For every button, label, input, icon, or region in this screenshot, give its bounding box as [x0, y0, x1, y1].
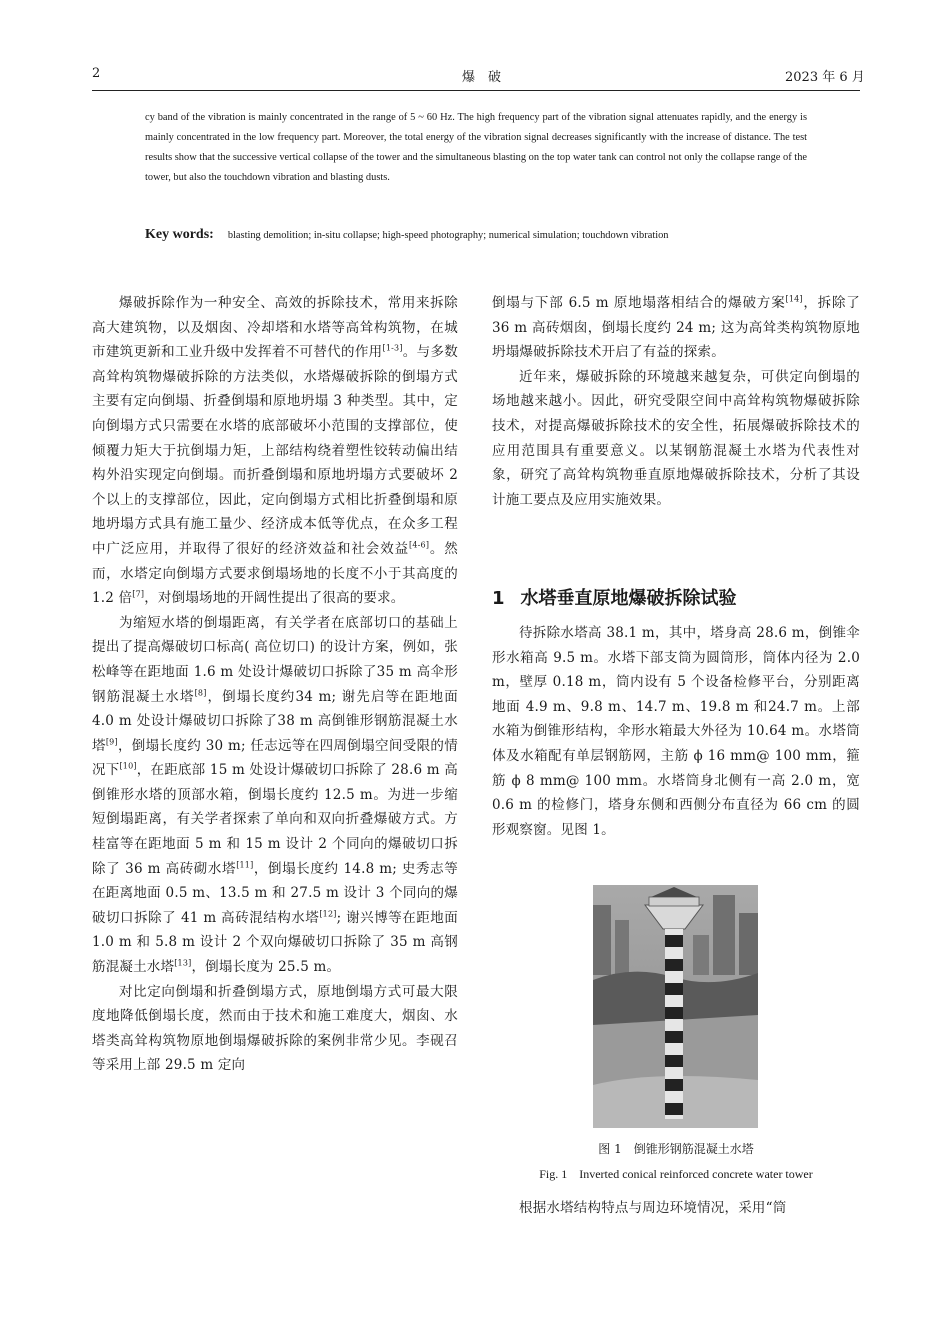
intro-paragraph-4: 近年来，爆破拆除的环境越来越复杂，可供定向倒塌的场地越来越小。因此，研究受限空间中高耸构筑物爆破拆除技术，对提高爆破拆除技术的安全性，拓展爆破拆除技术的应用范围具有重要意义。以某钢筋混凝土水塔为代表性对象，研究了高耸构筑物垂直原地爆破拆除技术，分析了其设计施工要点及应用实施效果。 [492, 368, 860, 508]
header-rule [92, 90, 860, 91]
figure-1-caption-en: Fig. 1 Inverted conical reinforced concrete water tower [539, 1167, 813, 1181]
issue-date: 2023 年 6 月 [785, 70, 865, 85]
citation[interactable]: [8] [194, 688, 207, 697]
intro-paragraph-2: 为缩短水塔的倒塌距离，有关学者在底部切口的基础上提出了提高爆破切口标高( 高位切口) 的设计方案，例如，张松峰等在距地面 1.6 m 处设计爆破切口拆除了35 m 高伞形钢筋混凝土水塔[8]，倒塌长度约34 m; 谢先启等在距地面 4.0 m 处设计爆破切口拆除了38 m 高倒锥形钢筋混凝土水塔[9]，倒塌长度约 30 m; 任志远等在四周倒塌空间受限的情况下[10]，在距底部 15 m 处设计爆破切口拆除了 28.6 m 高倒锥形水塔的顶部水箱，倒塌长度约 12.5 m。为进一步缩短倒塌距离，有关学者探索了单向和双向折叠爆破方式。方桂富等在距地面 5 m 和 15 m 设计 2 个同向的爆破切口拆除了 36 m 高砖砌水塔[11]，倒塌长度约 14.8 m; 史秀志等在距离地面 0.5 m、13.5 m 和 27.5 m 设计 3 个同向的爆破切口拆除了 41 m 高砖混结构水塔[12]; 谢兴博等在距地面 1.0 m 和 5.8 m 设计 2 个双向爆破切口拆除了 35 m 高钢筋混凝土水塔[13]，倒塌长度为 25.5 m。 [92, 614, 459, 976]
right-column-section [492, 621, 860, 842]
intro-paragraph-3: 对比定向倒塌和折叠倒塌方式，原地倒塌方式可最大限度地降低倒塌长度，然而由于技术和施工难度大，烟囱、水塔类高耸构筑物原地倒塌爆破拆除的案例非常少见。李砚召等采用上部 29.5 m 定向 [92, 983, 458, 1074]
page-number: 2 [92, 66, 101, 81]
citation[interactable]: [11] [236, 860, 254, 870]
left-column [92, 291, 458, 1078]
citation[interactable]: [7] [132, 589, 145, 599]
abstract-english: cy band of the vibration is mainly concentrated in the range of 5 ~ 60 Hz. The high frequency part of the vibration signal attenuates rapidly, and the energy is mainly concentrated in the low frequency part. Moreover, the total energy of the vibration signal decreases significantly with the increase of distance. The test results show that the successive vertical collapse of the tower and the simultaneous blasting on the top water tank can control not only the collapse range of the tower, but also the touchdown vibration and blasting dusts. [145, 112, 807, 183]
keywords-text: blasting demolition; in-situ collapse; high-speed photography; numerical simulation; touchdown vibration [227, 230, 669, 241]
figure-1-caption-cn: 图 1 倒锥形钢筋混凝土水塔 [598, 1142, 754, 1156]
section-paragraph-1: 待拆除水塔高 38.1 m，其中，塔身高 28.6 m，倒锥伞形水箱高 9.5 m。水塔下部支筒为圆筒形，筒体内径为 2.0 m，壁厚 0.18 m，筒内设有 5 个设备检修平台，分别距离地面 4.9 m、9.8 m、14.7 m、19.8 m 和24.7 m。上部水箱为倒锥形结构，伞形水箱最大外径为 10.64 m。水塔筒体及水箱配有单层钢筋网，主筋 ϕ 16 mm@ 100 mm，箍筋 ϕ 8 mm@ 100 mm。水塔筒身北侧有一高 2.0 m，宽 0.6 m 的检修门，塔身东侧和西侧分布直径为 66 cm 的圆形观察窗。见图 1。 [492, 625, 860, 838]
citation[interactable]: [12] [319, 909, 337, 919]
intro-paragraph-3-continued: 倒塌与下部 6.5 m 原地塌落相结合的爆破方案[14]，拆除了 36 m 高砖烟囱，倒塌长度约 24 m; 这为高耸类构筑物原地坍塌爆破拆除技术开启了有益的探索。 [492, 294, 860, 361]
section-number: 1 [492, 588, 505, 609]
keywords [145, 224, 807, 247]
right-column-top [492, 291, 860, 512]
figure-1-photo [593, 885, 758, 1128]
citation[interactable]: [10] [119, 761, 137, 771]
water-tower-photo [593, 885, 758, 1128]
keywords-label: Key words: [145, 227, 214, 242]
right-column-bottom [492, 1196, 860, 1221]
section-paragraph-2: 根据水塔结构特点与周边环境情况，采用“筒 [519, 1200, 787, 1216]
journal-name: 爆 破 [462, 70, 502, 85]
section-heading [492, 584, 737, 610]
intro-paragraph-1: 爆破拆除作为一种安全、高效的拆除技术，常用来拆除高大建筑物，以及烟囱、冷却塔和水塔等高耸构筑物，在城市建筑更新和工业升级中发挥着不可替代的作用[1-3]。与多数高耸构筑物爆破拆除的方法类似，水塔爆破拆除的倒塌方式主要有定向倒塌、折叠倒塌和原地坍塌 3 种类型。其中，定向倒塌方式只需要在水塔的底部破坏小范围的支撑部位，使倾覆力矩大于抗倒塌力矩，上部结构绕着塑性铰转动偏出结构外沿实现定向倒塌。而折叠倒塌和原地坍塌方式要破坏 2 个以上的支撑部位，因此，定向倒塌方式相比折叠倒塌和原地坍塌方式具有施工量少、经济成本低等优点，在众多工程中广泛应用，并取得了很好的经济效益和社会效益[4-6]。然而，水塔定向倒塌方式要求倒塌场地的长度不小于其高度的 1.2 倍[7]，对倒塌场地的开阔性提出了很高的要求。 [92, 295, 458, 607]
citation[interactable]: [1-3] [382, 343, 403, 353]
citation[interactable]: [13] [174, 958, 192, 968]
citation[interactable]: [14] [785, 294, 803, 304]
citation[interactable]: [4-6] [409, 540, 430, 550]
citation[interactable]: [9] [105, 737, 118, 747]
section-title: 水塔垂直原地爆破拆除试验 [520, 588, 737, 609]
